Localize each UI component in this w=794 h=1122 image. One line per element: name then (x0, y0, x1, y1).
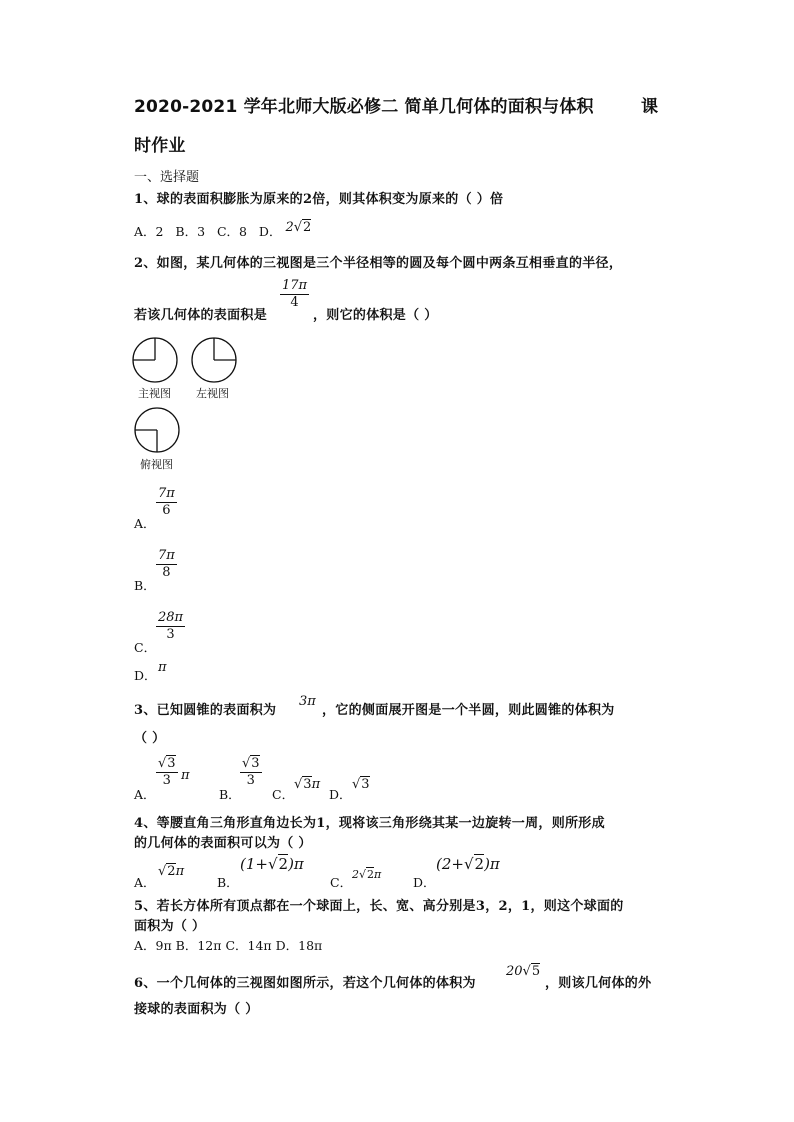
q1-options (134, 222, 311, 240)
question-6-math: 20√5 (506, 964, 541, 979)
question-4-line-1: 4、等腰直角三角形直角边长为1，现将该三角形绕其某一边旋转一周，则所形成 (134, 816, 605, 831)
q2-option-c-fraction: $\frac{28\pi}{3}$ (158, 610, 184, 642)
q3-option-d-label: D． (329, 787, 352, 802)
q3-option-a-fraction: $\frac{√3}{3}$ (158, 756, 176, 788)
q2-option-d-label: D． (134, 668, 157, 683)
q4-option-b-label: B． (217, 875, 239, 890)
question-5-line-1: 5、若长方体所有顶点都在一个球面上，长、宽、高分别是3，2，1，则这个球面的 (134, 899, 624, 914)
q1-option-c: C．8 (216, 224, 247, 239)
q5-options: A．9π B．12π C．14π D．18π (134, 938, 323, 953)
q1-option-d: D． (258, 224, 282, 239)
q2-option-c-label: C． (134, 640, 157, 655)
q3-option-a-label: A． (134, 787, 156, 802)
q4-option-a-value: √2π (158, 864, 185, 879)
question-6-line-1-post: ，则该几何体的外 (545, 976, 652, 991)
caption-top-view: 俯视图 (140, 458, 173, 471)
q2-option-b-label: B． (134, 578, 156, 593)
q1-option-d-math: 2√2 (285, 220, 312, 235)
q3-option-c-value: √3π (294, 777, 321, 792)
question-4-line-2: 的几何体的表面积可以为（ ） (134, 836, 312, 851)
caption-front-view: 主视图 (138, 387, 171, 400)
q2-option-d-value: π (158, 660, 167, 675)
question-3-line-2: （ ） (134, 731, 166, 746)
q3-option-a-pi: π (181, 768, 190, 783)
question-1: 1、球的表面积膨胀为原来的2倍，则其体积变为原来的（ ）倍 (134, 192, 504, 207)
q2-option-a-label: A． (134, 516, 156, 531)
title-line-1: 2020-2021 学年北师大版必修二 简单几何体的面积与体积 (134, 97, 594, 117)
question-3-line-1-pre: 3、已知圆锥的表面积为 (134, 703, 277, 718)
three-view-diagram (128, 334, 248, 472)
q3-option-c-label: C． (272, 787, 295, 802)
caption-side-view: 左视图 (196, 387, 229, 400)
question-3-line-1-post: ，它的侧面展开图是一个半圆，则此圆锥的体积为 (322, 703, 615, 718)
question-2-line-2-pre: 若该几何体的表面积是 (134, 308, 268, 323)
front-view-circle (133, 338, 177, 382)
question-2-line-2-post: ，则它的体积是（ ） (313, 308, 438, 323)
top-view-circle (135, 408, 179, 452)
side-view-circle (192, 338, 236, 382)
q4-option-d-value: (2+√2)π (436, 855, 500, 873)
section-heading: 一、选择题 (134, 170, 200, 185)
q2-area-fraction: $\frac{17\pi}{4}$ (282, 278, 308, 310)
q1-option-a: A．2 (134, 224, 164, 239)
q4-option-b-value: (1+√2)π (240, 855, 304, 873)
q4-option-c-value: 2√2π (352, 868, 382, 881)
q3-option-d-value: √3 (352, 777, 370, 792)
q2-option-a-fraction: $\frac{7\pi}{6}$ (158, 486, 175, 518)
title-line-2: 时作业 (134, 136, 186, 156)
question-3-math: 3π (299, 694, 316, 709)
q4-option-d-label: D． (413, 875, 436, 890)
q4-option-a-label: A． (134, 875, 156, 890)
q1-option-b: B．3 (175, 224, 206, 239)
q2-option-b-fraction: $\frac{7\pi}{8}$ (158, 548, 175, 580)
title-word: 课 (641, 97, 659, 117)
question-5-line-2: 面积为（ ） (134, 919, 206, 934)
question-6-line-2: 接球的表面积为（ ） (134, 1002, 259, 1017)
question-6-line-1-pre: 6、一个几何体的三视图如图所示，若这个几何体的体积为 (134, 976, 476, 991)
question-2-line-1: 2、如图，某几何体的三视图是三个半径相等的圆及每个圆中两条互相垂直的半径， (134, 256, 623, 271)
q3-option-b-fraction: $\frac{√3}{3}$ (242, 756, 260, 788)
q4-option-c-label: C． (330, 875, 353, 890)
q3-option-b-label: B． (219, 787, 241, 802)
